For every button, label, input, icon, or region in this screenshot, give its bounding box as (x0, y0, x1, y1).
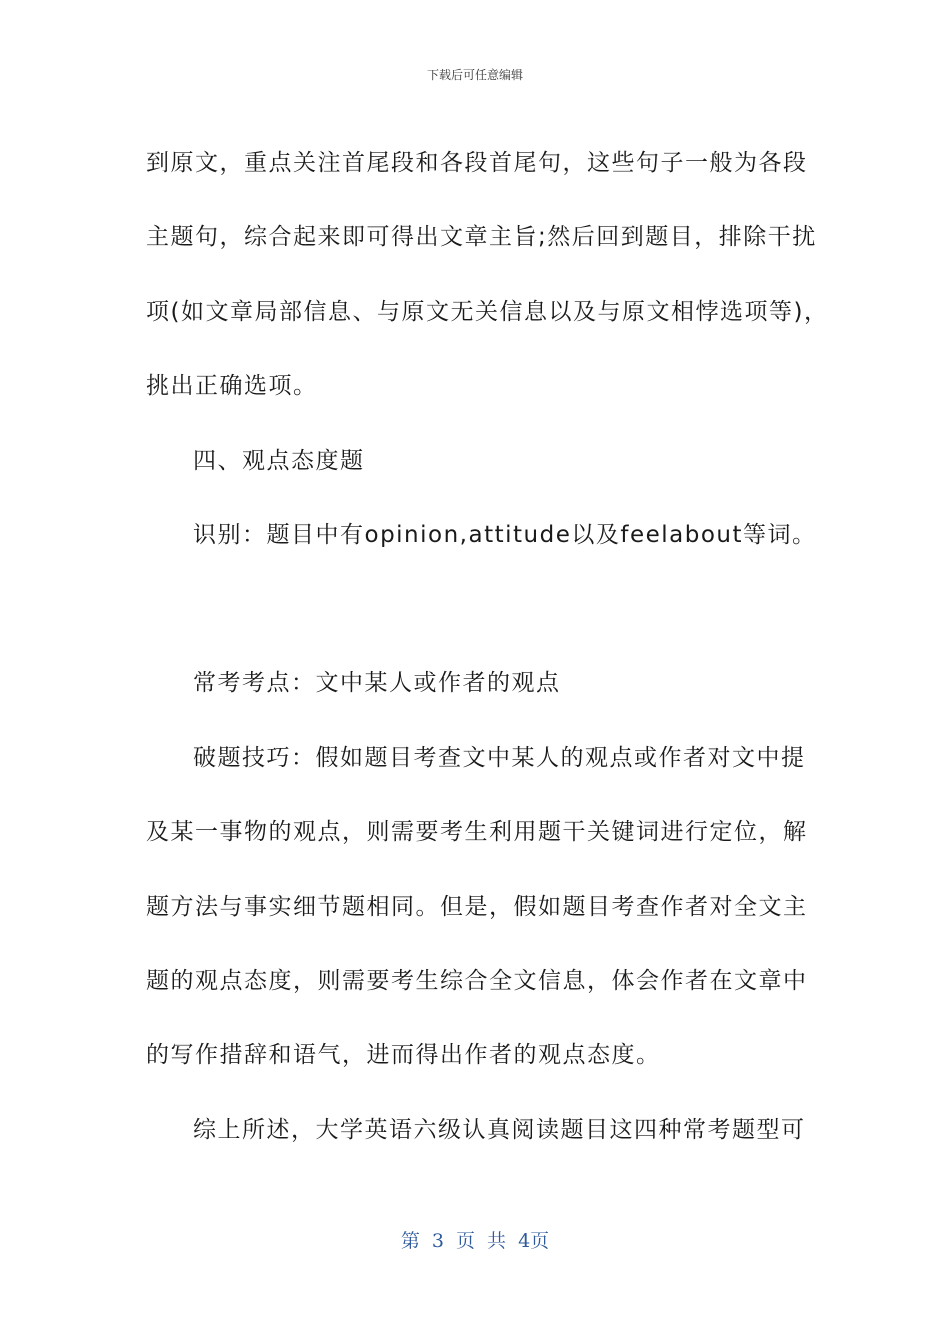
body-line: 到原文，重点关注首尾段和各段首尾句，这些句子一般为各段 (146, 150, 808, 176)
body-line: 及某一事物的观点，则需要考生利用题干关键词进行定位，解 (146, 819, 808, 846)
body-line: 综上所述，大学英语六级认真阅读题目这四种常考题型可 (193, 1116, 806, 1143)
body-line: 项(如文章局部信息、与原文无关信息以及与原文相悖选项等)， (146, 298, 829, 325)
page-header: 下载后可任意编辑 (426, 68, 523, 82)
body-line: 主题句，综合起来即可得出文章主旨;然后回到题目，排除干扰 (146, 224, 817, 251)
body-line: 识别：题目中有opinion,attitude以及feelabout等词。 (193, 522, 817, 549)
body-line: 题方法与事实细节题相同。但是，假如题目考查作者对全文主 (146, 893, 808, 920)
page-footer: 第 3 页 共 4页 (400, 1230, 550, 1252)
section-heading: 四、观点态度题 (193, 447, 365, 474)
body-line: 的写作措辞和语气，进而得出作者的观点态度。 (146, 1042, 661, 1069)
body-line: 题的观点态度，则需要考生综合全文信息，体会作者在文章中 (146, 968, 808, 995)
body-line: 常考考点：文中某人或作者的观点 (193, 670, 561, 697)
document-body (146, 126, 829, 1167)
blank-line (146, 572, 806, 646)
body-line: 破题技巧：假如题目考查文中某人的观点或作者对文中提 (193, 744, 806, 771)
body-line: 挑出正确选项。 (146, 373, 318, 400)
